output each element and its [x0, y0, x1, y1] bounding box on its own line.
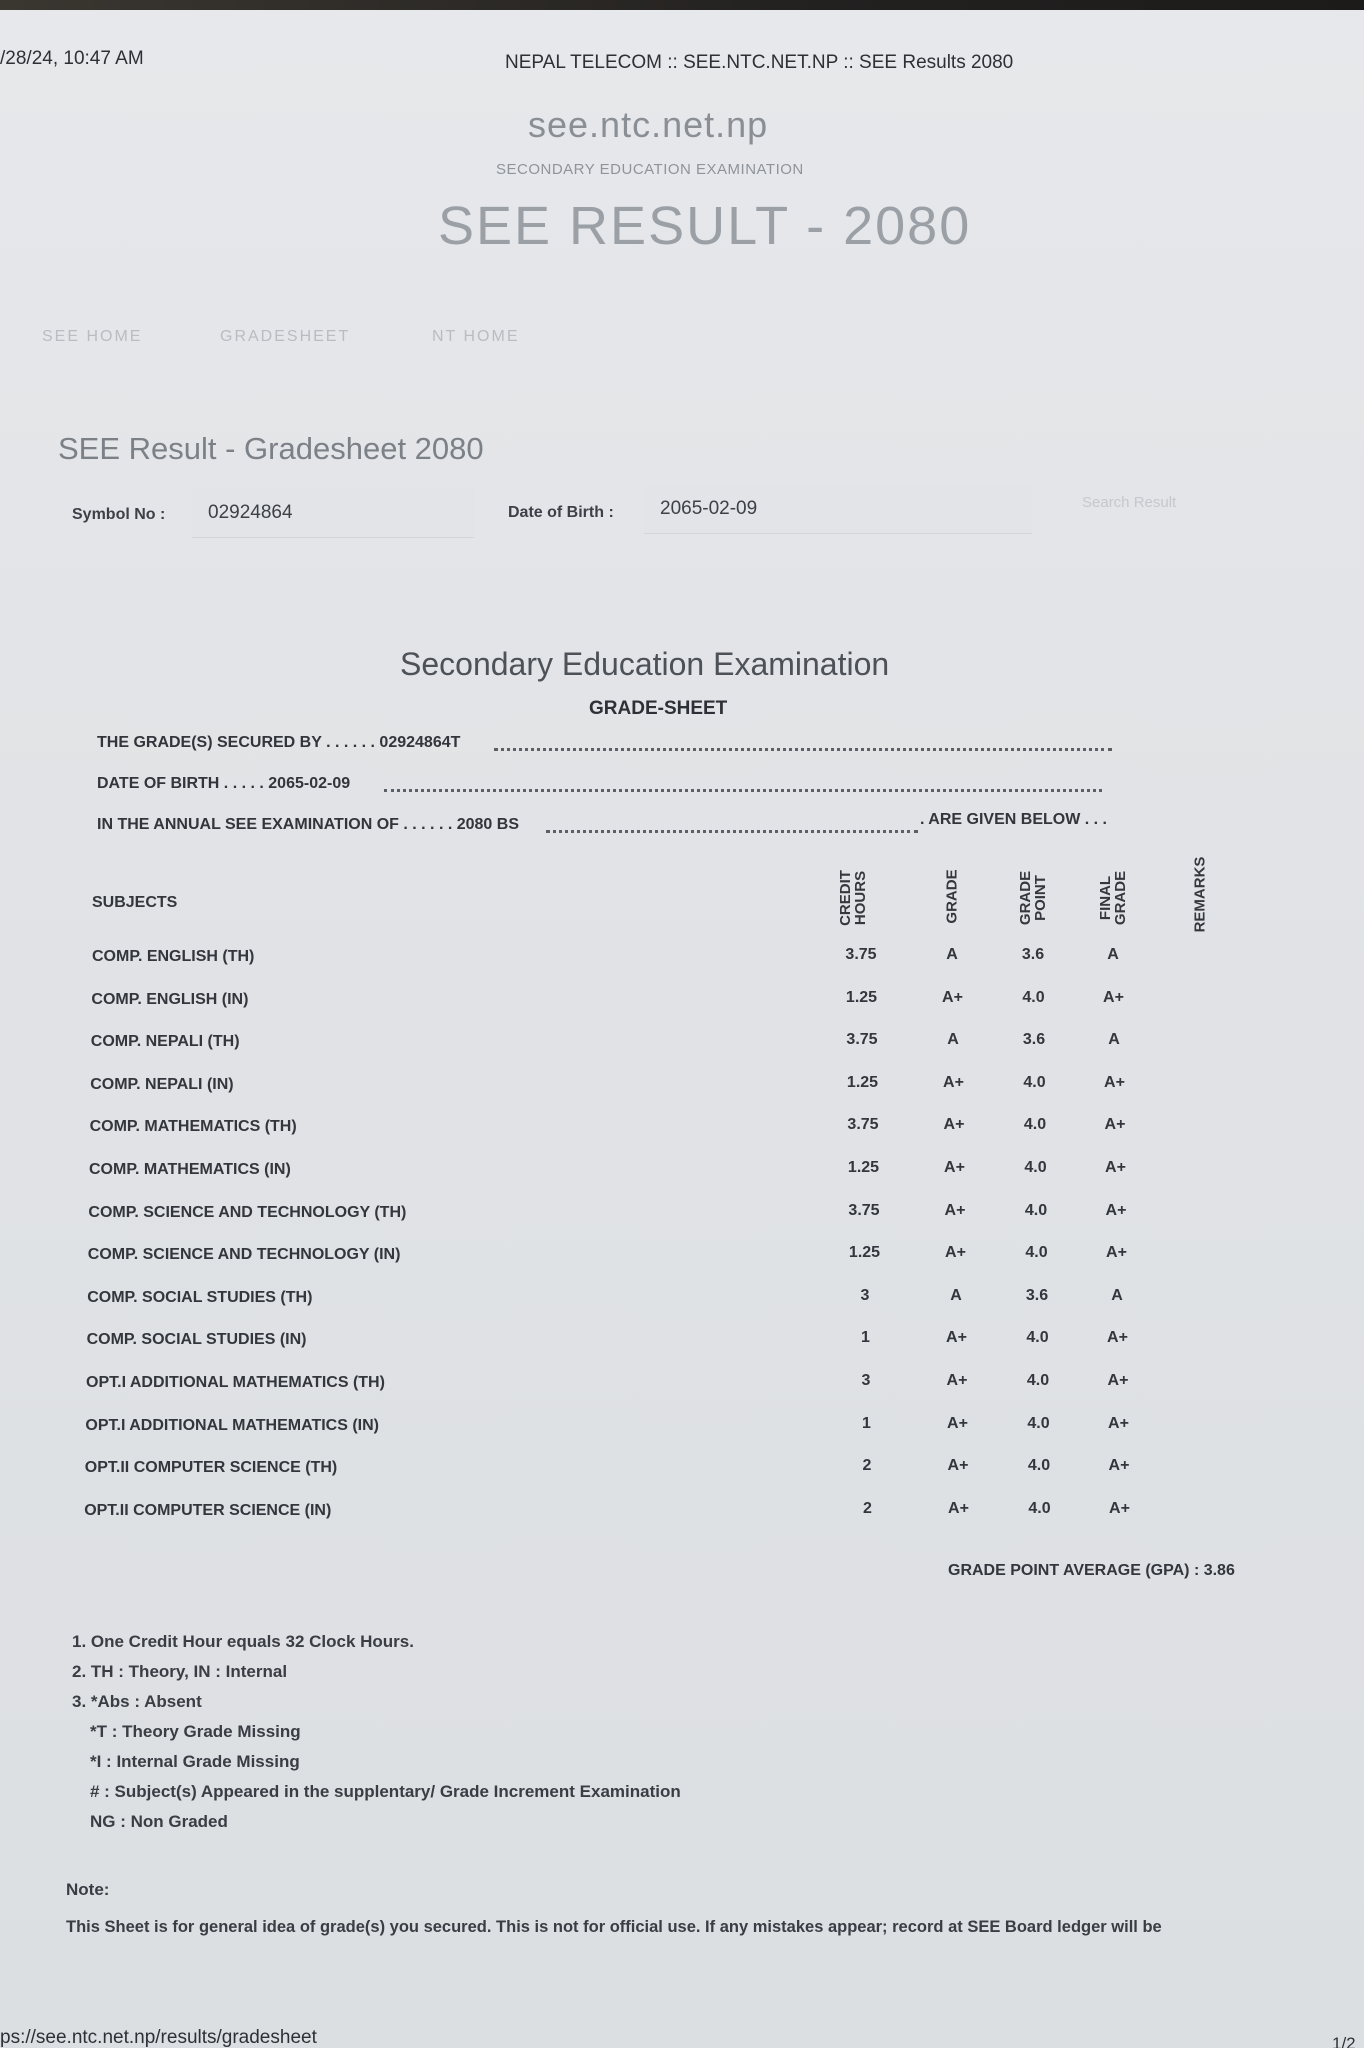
site-subtitle: SECONDARY EDUCATION EXAMINATION — [496, 161, 804, 178]
col-grade: GRADE — [943, 869, 961, 924]
credit-hours-cell: 1.25 — [845, 988, 878, 1006]
subject-cell: COMP. MATHEMATICS (TH) — [89, 1118, 297, 1136]
footnote-ng: NG : Non Graded — [90, 1812, 228, 1831]
grade-cell: A+ — [943, 1073, 964, 1091]
symbol-label: Symbol No : — [72, 506, 166, 523]
grade-point-cell: 4.0 — [1026, 1372, 1050, 1389]
grade-cell: A — [950, 1286, 962, 1304]
credit-hours-cell: 3.75 — [847, 1116, 879, 1134]
given-below: . ARE GIVEN BELOW . . . — [920, 811, 1107, 828]
credit-hours-cell: 1.25 — [847, 1159, 880, 1176]
dob-input[interactable] — [644, 484, 1032, 534]
grade-point-cell: 4.0 — [1023, 1073, 1046, 1091]
credit-hours-cell: 3.75 — [848, 1201, 880, 1219]
subject-cell: COMP. MATHEMATICS (IN) — [89, 1161, 291, 1178]
grade-cell: A+ — [945, 1244, 966, 1262]
grade-cell: A+ — [943, 1116, 965, 1134]
dotted-leader — [494, 748, 1112, 751]
print-datetime: /28/24, 10:47 AM — [0, 48, 144, 69]
grade-point-cell: 4.0 — [1022, 988, 1045, 1006]
footnote-2: 2. TH : Theory, IN : Internal — [72, 1662, 288, 1681]
grade-point-cell: 4.0 — [1028, 1499, 1051, 1517]
grade-cell: A+ — [946, 1329, 967, 1347]
grade-point-cell: 4.0 — [1024, 1201, 1048, 1219]
grade-cell: A+ — [944, 1201, 966, 1219]
credit-hours-cell: 2 — [862, 1457, 872, 1475]
subject-cell: COMP. ENGLISH (TH) — [92, 948, 255, 965]
printed-page — [0, 10, 1364, 2048]
exam-of-label: IN THE ANNUAL SEE EXAMINATION OF . . . . . . — [97, 816, 453, 833]
nav-gradesheet[interactable]: GRADESHEET — [220, 328, 351, 345]
nav-nt-home[interactable]: NT HOME — [432, 328, 520, 345]
final-grade-cell: A+ — [1107, 1372, 1129, 1389]
final-grade-cell: A+ — [1104, 1116, 1126, 1134]
grade-point-cell: 4.0 — [1026, 1329, 1049, 1347]
grade-point-cell: 4.0 — [1027, 1457, 1051, 1475]
note-text: This Sheet is for general idea of grade(s) you secured. This is not for official use. If any mistakes appear; record at SEE Board ledger will be — [66, 1918, 1162, 1936]
grade-cell: A+ — [944, 1159, 965, 1176]
dob-label: Date of Birth : — [508, 504, 614, 521]
credit-hours-cell: 2 — [863, 1499, 872, 1517]
grade-point-cell: 3.6 — [1021, 946, 1045, 963]
final-grade-cell: A — [1111, 1286, 1123, 1304]
symbol-input[interactable] — [192, 488, 474, 538]
exam-title: Secondary Education Examination — [400, 646, 890, 682]
subject-cell: COMP. SOCIAL STUDIES (TH) — [87, 1288, 313, 1306]
final-grade-cell: A — [1107, 946, 1119, 963]
credit-hours-cell: 1 — [861, 1329, 870, 1347]
grade-point-cell: 4.0 — [1023, 1116, 1047, 1134]
footnote-t: *T : Theory Grade Missing — [90, 1722, 301, 1741]
dotted-leader — [384, 789, 1102, 792]
exam-of-line — [97, 816, 519, 834]
col-final-grade: FINAL GRADE — [1097, 870, 1129, 926]
credit-hours-cell: 1.25 — [848, 1244, 881, 1262]
credit-hours-cell: 1 — [862, 1414, 871, 1432]
col-remarks: REMARKS — [1191, 856, 1209, 933]
gpa-line: GRADE POINT AVERAGE (GPA) : 3.86 — [948, 1562, 1235, 1579]
footnote-hash: # : Subject(s) Appeared in the supplentary/ Grade Increment Examination — [90, 1782, 681, 1801]
grade-cell: A+ — [946, 1372, 968, 1389]
dob-input-value: 2065-02-09 — [660, 498, 758, 519]
final-grade-cell: A+ — [1108, 1414, 1129, 1432]
grade-cell: A — [947, 1031, 959, 1049]
grade-point-cell: 4.0 — [1025, 1244, 1048, 1262]
grade-point-cell: 3.6 — [1025, 1286, 1049, 1304]
subject-cell: OPT.I ADDITIONAL MATHEMATICS (TH) — [86, 1374, 385, 1391]
dob-line-label: DATE OF BIRTH . . . . . — [97, 775, 264, 792]
site-logo-text[interactable]: see.ntc.net.np — [528, 104, 769, 145]
final-grade-cell: A+ — [1109, 1499, 1130, 1517]
credit-hours-cell: 3 — [861, 1372, 871, 1389]
print-page-number: 1/2 — [1332, 2034, 1356, 2048]
secured-by-value: 02924864T — [379, 734, 461, 751]
search-result-button[interactable]: Search Result — [1082, 494, 1177, 511]
col-credit-hours: CREDIT HOURS — [837, 870, 869, 926]
symbol-input-value: 02924864 — [208, 502, 293, 523]
grade-cell: A+ — [942, 988, 963, 1006]
credit-hours-cell: 3.75 — [845, 946, 877, 963]
final-grade-cell: A+ — [1104, 1073, 1125, 1091]
footnote-i: *I : Internal Grade Missing — [90, 1752, 300, 1771]
credit-hours-cell: 1.25 — [846, 1073, 879, 1091]
dotted-leader — [546, 830, 918, 833]
grade-point-cell: 4.0 — [1027, 1414, 1050, 1432]
credit-hours-cell: 3 — [860, 1286, 870, 1304]
grade-point-cell: 3.6 — [1022, 1031, 1046, 1049]
credit-hours-cell: 3.75 — [846, 1031, 878, 1049]
grade-cell: A+ — [947, 1457, 969, 1475]
footnote-1: 1. One Credit Hour equals 32 Clock Hours. — [72, 1632, 414, 1651]
subject-cell: OPT.I ADDITIONAL MATHEMATICS (IN) — [85, 1416, 379, 1434]
subject-cell: COMP. NEPALI (TH) — [90, 1033, 240, 1051]
final-grade-cell: A+ — [1108, 1457, 1130, 1475]
final-grade-cell: A — [1108, 1031, 1120, 1049]
gradesheet-title: GRADE-SHEET — [589, 698, 728, 719]
exam-of-value: 2080 BS — [456, 816, 519, 833]
note-label: Note: — [66, 1880, 110, 1899]
grade-cell: A+ — [947, 1414, 968, 1432]
result-banner-title: SEE RESULT - 2080 — [438, 196, 972, 256]
grade-point-cell: 4.0 — [1024, 1159, 1047, 1176]
subject-cell: OPT.II COMPUTER SCIENCE (IN) — [84, 1501, 332, 1519]
final-grade-cell: A+ — [1106, 1244, 1127, 1262]
grade-cell: A+ — [948, 1499, 969, 1517]
final-grade-cell: A+ — [1107, 1329, 1128, 1347]
secured-by-line — [97, 734, 460, 752]
nav-see-home[interactable]: SEE HOME — [42, 328, 143, 345]
subject-cell: OPT.II COMPUTER SCIENCE (TH) — [84, 1459, 338, 1477]
final-grade-cell: A+ — [1103, 988, 1124, 1006]
subject-cell: COMP. SOCIAL STUDIES (IN) — [86, 1331, 307, 1349]
page-heading: SEE Result - Gradesheet 2080 — [58, 431, 484, 466]
print-page-title: NEPAL TELECOM :: SEE.NTC.NET.NP :: SEE Results 2080 — [505, 52, 1014, 73]
footnote-3: 3. *Abs : Absent — [72, 1692, 202, 1711]
final-grade-cell: A+ — [1105, 1201, 1127, 1219]
subject-cell: COMP. SCIENCE AND TECHNOLOGY (IN) — [87, 1246, 401, 1264]
grade-cell: A — [946, 946, 958, 963]
dob-line-value: 2065-02-09 — [268, 775, 351, 792]
col-subjects: SUBJECTS — [92, 894, 178, 911]
col-grade-point: GRADE POINT — [1017, 870, 1049, 926]
secured-by-label: THE GRADE(S) SECURED BY . . . . . . — [97, 734, 375, 751]
subject-cell: COMP. ENGLISH (IN) — [91, 990, 249, 1008]
subject-cell: COMP. NEPALI (IN) — [90, 1075, 234, 1093]
dob-line — [97, 775, 350, 793]
final-grade-cell: A+ — [1105, 1159, 1126, 1176]
subject-cell: COMP. SCIENCE AND TECHNOLOGY (TH) — [88, 1203, 407, 1221]
print-url: ps://see.ntc.net.np/results/gradesheet — [0, 2027, 317, 2048]
